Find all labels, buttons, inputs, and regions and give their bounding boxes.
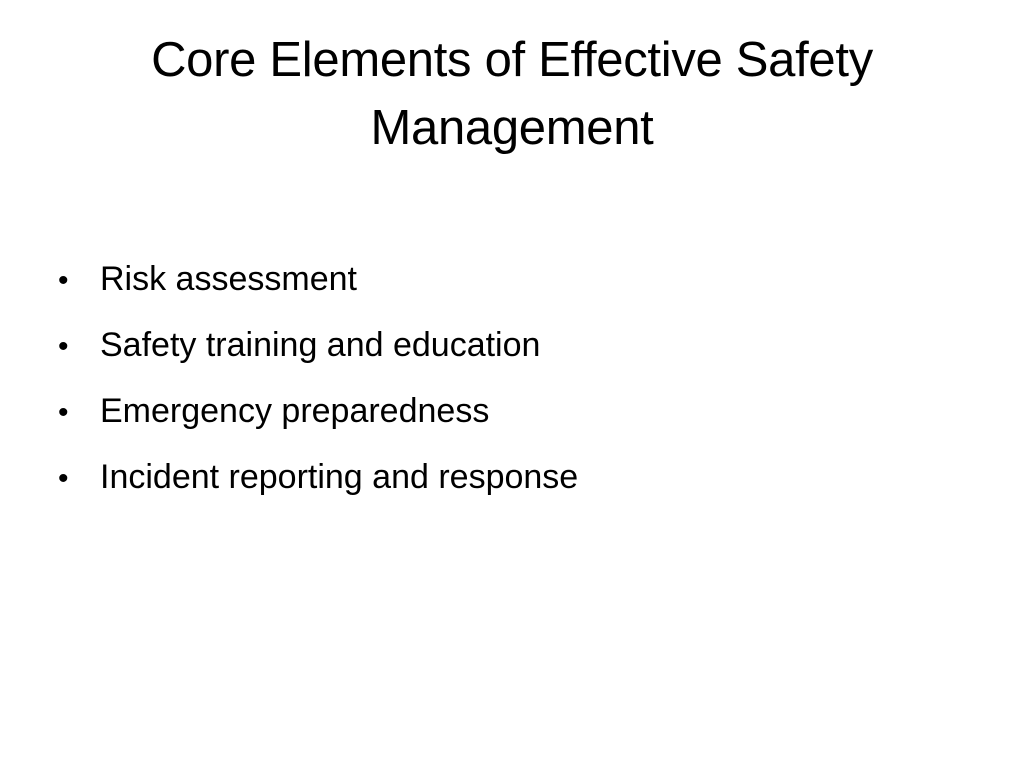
bullet-item bbox=[58, 384, 958, 450]
bullet-text: Safety training and education bbox=[100, 326, 541, 364]
bullet-marker-icon: • bbox=[58, 330, 69, 363]
bullet-marker-icon: • bbox=[58, 396, 69, 429]
bullet-text: Incident reporting and response bbox=[100, 458, 579, 496]
bullet-text: Emergency preparedness bbox=[100, 392, 490, 430]
bullet-item bbox=[58, 450, 958, 516]
bullet-marker-icon: • bbox=[58, 462, 69, 495]
bullet-item bbox=[58, 318, 958, 384]
bullet-marker-icon: • bbox=[58, 264, 69, 297]
slide-title: Core Elements of Effective Safety Management bbox=[151, 33, 873, 155]
bullet-item bbox=[58, 252, 958, 318]
bullet-text: Risk assessment bbox=[100, 260, 357, 298]
bullet-list bbox=[58, 252, 958, 516]
